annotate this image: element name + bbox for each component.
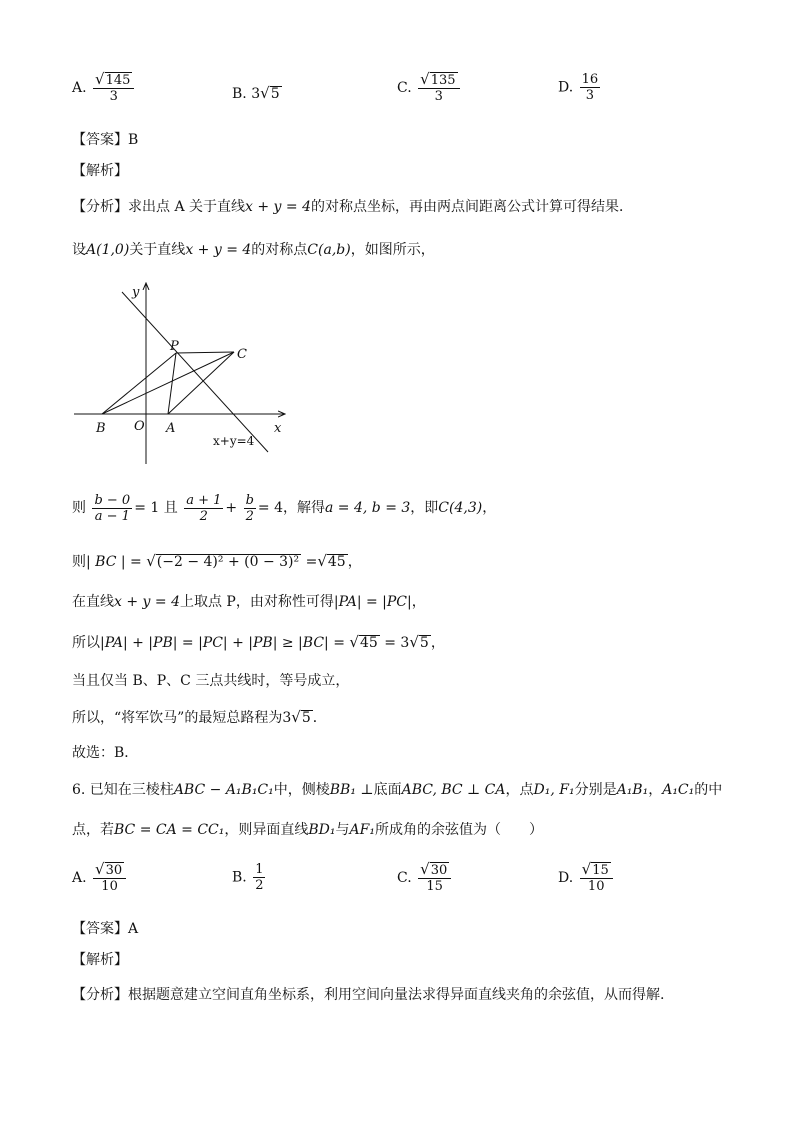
segment-ac [168,352,234,414]
text: ， [411,594,426,610]
coefficient: 3 [282,710,292,726]
x-axis-label: x [274,421,282,436]
denominator: 3 [585,88,595,103]
text: ， [648,782,663,798]
point-c: C(4,3) [438,500,483,516]
q5-answer [72,130,138,150]
equation: x + y = 4 [114,594,180,610]
denominator: 2 [255,878,264,893]
radicand: 5 [301,710,311,726]
expression: BB₁ ⊥ [329,782,374,798]
q6-hint [72,985,664,1005]
q6-option-b [232,862,267,893]
text: ， [430,635,445,651]
q5-equality-line: 当且仅当 B、P、C 三点共线时，等号成立， [72,673,350,689]
text: 所以，“将军饮马”的最短总路程为 [72,710,283,726]
segment: A₁B₁ [616,782,649,798]
points: D₁, F₁ [533,782,575,798]
radicand: 30 [430,863,448,878]
q5-distance-line: 则| BC | = √(−2 − 4)² + (0 − 3)² =√45 ， [72,552,362,570]
q6-stem-line-2 [72,820,543,840]
point-b-label: B [96,421,106,436]
point-c: C(a,b) [307,242,351,258]
radicand: 45 [359,635,378,651]
segment: BD₁ [308,822,336,838]
q5-option-d [558,72,602,103]
fraction [253,862,265,893]
q5-hint [72,197,633,217]
denominator: 2 [199,508,208,524]
text: = 1 且 [134,500,178,516]
denominator: 15 [426,879,443,894]
q5-setup [72,240,435,260]
numerator: a + 1 [186,492,222,508]
text: 与 [335,822,350,838]
q5-option-a [72,72,136,104]
option-letter: D. [558,79,574,96]
operator: + [225,500,238,516]
equation: x + y = 4 [185,242,252,258]
text: ，如图所示， [350,242,435,258]
fraction: $\frac{√30}{15}$ [418,862,451,894]
answer-value: B [128,132,139,148]
text: ，则异面直线 [224,822,309,838]
expression: | BC | = [86,554,142,570]
text: 则 [72,500,86,516]
segment-pa [168,353,176,414]
text: 的对称点 [251,242,308,258]
text: 上取点 P，由对称性可得 [179,594,334,610]
point-a-label: A [166,421,176,436]
hint-text: 求出点 A 关于直线 [128,199,246,215]
segment-bc [102,352,234,414]
hint-tag: 【分析】 [72,987,128,1003]
denominator: a − 1 [94,508,130,524]
coefficient: 3 [251,86,261,102]
y-axis-label: y [132,285,140,300]
radicand: 5 [419,635,429,651]
q5-analysis-tag [72,161,128,181]
segment-bp [102,353,176,414]
expression: |PA| = |PC| [333,594,412,610]
expression: |PA| + |PB| = |PC| + |PB| ≥ |BC| = [100,635,345,651]
fraction [580,72,601,103]
radicand: 45 [327,554,346,570]
point-a: A(1,0) [86,242,130,258]
denominator: 10 [101,879,118,894]
denominator: 3 [109,89,118,104]
q6-answer [72,919,138,939]
radicand: (−2 − 4)² + (0 − 3)² [156,554,300,570]
hint-text: 的对称点坐标，再由两点间距离公式计算可得结果． [311,199,633,215]
fraction: $\frac{√145}{3}$ [93,72,134,104]
equation: BC = CA = CC₁ [114,822,225,838]
q6-analysis-tag [72,950,128,970]
option-letter: B. [232,86,247,102]
option-letter: B. [232,869,247,886]
option-letter: C. [397,80,412,96]
fraction [244,493,256,524]
text: ． [312,710,327,726]
text: ，即 [410,500,439,516]
equation: x + y = 4 [245,199,311,215]
option-letter: C. [397,870,412,886]
denominator: 10 [587,879,605,894]
origin-label: O [134,419,145,434]
analysis-tag: 【解析】 [72,163,128,179]
answer-tag: 【答案】 [72,132,128,148]
text: 设 [72,242,86,258]
numerator: 16 [581,72,599,87]
radicand: 145 [105,73,131,88]
text: ，点 [505,782,534,798]
fraction [184,493,223,524]
denominator: 3 [434,89,443,104]
text: 点，若 [72,822,114,838]
radicand: 15 [592,863,609,878]
text: 在直线 [72,594,114,610]
answer-tag: 【答案】 [72,921,128,937]
text: 关于直线 [129,242,186,258]
geometry-figure [72,280,287,470]
q6-option-d [558,862,615,894]
point-c-label: C [237,347,247,362]
values: a = 4, b = 3 [325,500,411,516]
q5-inequality-line: 所以|PA| + |PB| = |PC| + |PB| ≥ |BC| = √45 = 3√5 ， [72,633,445,651]
numerator: b [245,492,254,508]
option-letter: A. [72,80,87,96]
text: = 4 [257,500,283,516]
operator: = [305,554,318,570]
text: 则 [72,554,86,570]
option-letter: D. [558,870,574,886]
line-equation-label: x+y=4 [213,434,255,448]
fraction: $\frac{√135}{3}$ [418,72,459,104]
radicand: 135 [430,73,456,88]
text: ， [347,554,362,570]
q6-option-a [72,862,128,894]
text: = 3 [384,635,410,651]
segment: A₁C₁ [662,782,695,798]
point-p-label: P [170,339,179,354]
q6-option-c [397,862,453,894]
text: ， [482,500,497,516]
fraction: $\frac{√15}{10}$ [580,862,613,894]
fraction: $\frac{√30}{10}$ [93,862,126,894]
radicand: 5 [270,86,280,102]
segment: AF₁ [349,822,375,838]
q5-option-c [397,72,462,104]
q5-symmetry-line [72,592,426,612]
text: ，解得 [283,500,325,516]
text: 分别是 [574,782,617,798]
denominator: 2 [245,508,254,524]
q5-option-b: B. 3√5 [232,84,280,102]
text: 所成角的余弦值为（ ） [374,822,543,838]
hint-text: 根据题意建立空间直角坐标系，利用空间向量法求得异面直线夹角的余弦值，从而得解. [128,987,665,1003]
option-letter: A. [72,870,87,886]
text: 中，侧棱 [273,782,330,798]
prism: ABC − A₁B₁C₁ [173,782,274,798]
numerator: b − 0 [94,492,131,508]
q5-conclusion-line: 所以，“将军饮马”的最短总路程为3√5 ． [72,708,327,726]
q5-solve-line [72,490,496,526]
text: 的中 [694,782,723,798]
expression: ABC, BC ⊥ CA [401,782,506,798]
q6-stem-line-1 [72,780,722,800]
analysis-tag: 【解析】 [72,952,128,968]
text: 所以 [72,635,100,651]
text: 6. 已知在三棱柱 [72,782,174,798]
hint-tag: 【分析】 [72,199,128,215]
q5-choice-line: 故选：B． [72,745,139,761]
radicand: 30 [105,863,123,878]
answer-value: A [128,921,139,937]
text: 底面 [373,782,402,798]
numerator: 1 [255,862,264,877]
fraction [92,493,132,524]
segment-pc [176,352,234,353]
